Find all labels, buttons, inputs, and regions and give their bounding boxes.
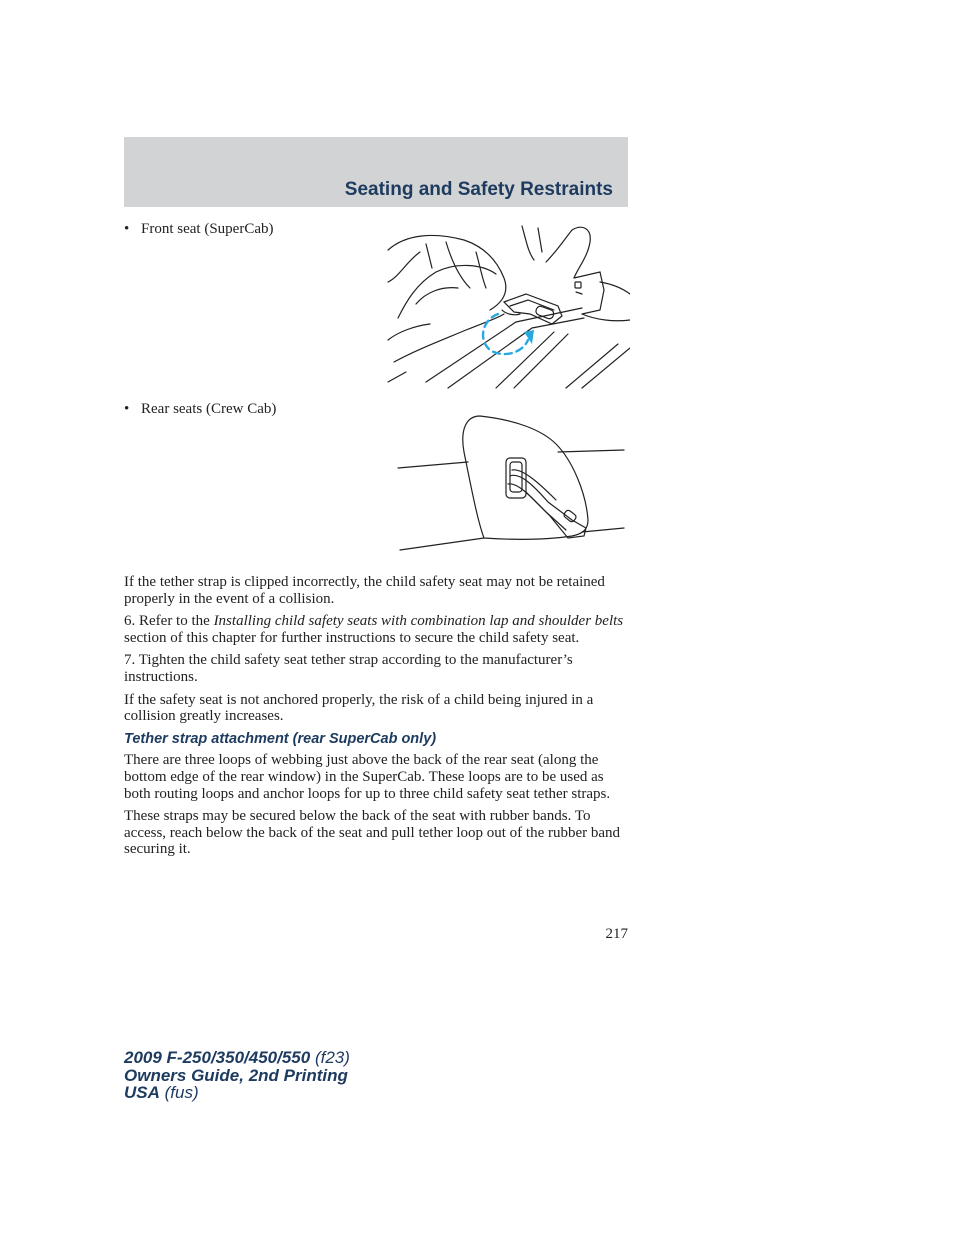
footer-line-edition (124, 1067, 350, 1085)
body-text (124, 574, 628, 864)
figure-caption-front-seat (124, 221, 273, 238)
cross-reference: Installing child safety seats with combination lap and shoulder belts (213, 613, 624, 630)
front-seat-tether-anchor-illustration (386, 222, 630, 390)
paragraph-with-reference (124, 613, 628, 646)
section-header-band (124, 137, 628, 207)
paragraph: If the safety seat is not anchored properly, the risk of a child being injured in a collision greatly increases. (124, 691, 594, 725)
paragraph: 7. Tighten the child safety seat tether strap according to the manufacturer’s instructions. (124, 652, 573, 685)
figure-label: Front seat (SuperCab) (141, 221, 274, 237)
footer-model-code: (f23) (310, 1048, 350, 1067)
subheading: Tether strap attachment (rear SuperCab only) (124, 730, 437, 747)
arrow-head-icon (524, 330, 534, 344)
document-footer (124, 1049, 350, 1102)
bullet-marker: • (124, 401, 130, 417)
footer-line-model (124, 1049, 350, 1067)
figure-label: Rear seats (Crew Cab) (141, 401, 277, 417)
paragraph: There are three loops of webbing just above the back of the rear seat (along the bottom edge of the rear window) in the SuperCab. These loops are to be used as both routing loops and anchor loops for up to three child safety seat tether straps. (124, 752, 611, 802)
footer-market-code: (fus) (159, 1083, 199, 1102)
text-run: section of this chapter for further instructions to secure the child safety seat. (124, 629, 580, 646)
footer-model: 2009 F-250/350/450/550 (124, 1048, 311, 1067)
figure-caption-rear-seats (124, 401, 276, 418)
bullet-marker: • (124, 221, 130, 237)
text-run: 6. Refer to the (124, 613, 214, 630)
footer-market: USA (124, 1083, 160, 1102)
section-title: Seating and Safety Restraints (344, 179, 613, 200)
page-number: 217 (605, 926, 628, 942)
paragraph: These straps may be secured below the back of the seat with rubber bands. To access, reach below the back of the seat and pull tether loop out of the rubber band securing it. (124, 808, 621, 858)
rear-seat-tether-anchor-illustration (396, 412, 626, 552)
paragraph: If the tether strap is clipped incorrectly, the child safety seat may not be retained properly in the event of a collision. (124, 574, 605, 607)
footer-edition: Owners Guide, 2nd Printing (124, 1065, 348, 1085)
footer-line-market (124, 1084, 350, 1102)
